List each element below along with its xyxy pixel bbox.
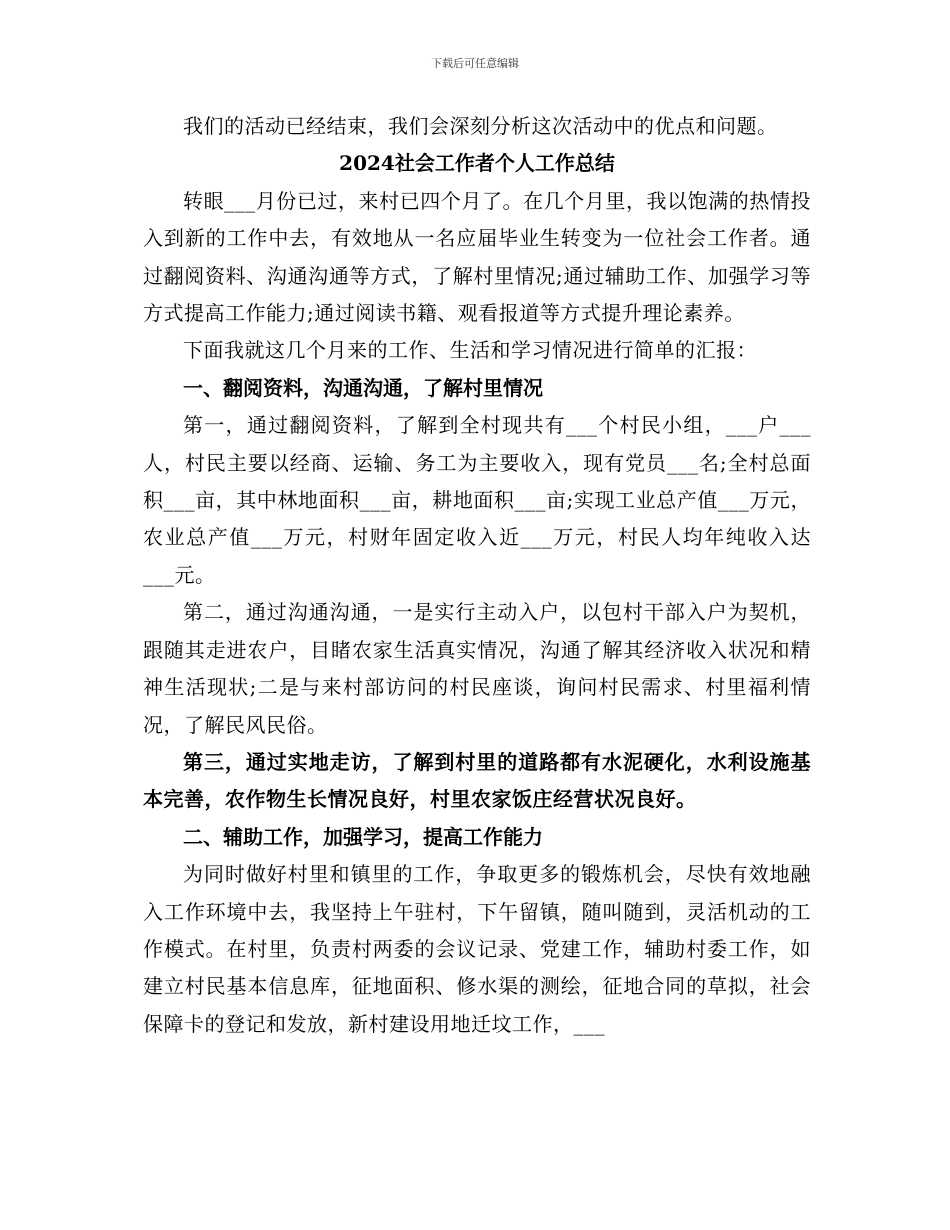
paragraph-first: 第一，通过翻阅资料，了解到全村现共有___个村民小组，___户___人，村民主要以经商、运输、务工为主要收入，现有党员___名;全村总面积___亩，其中林地面积___亩，耕地面积___亩;实现工业总产值___万元，农业总产值___万元，村财年固定收入近___万元，村民人均年纯收入达___元。 [143,413,811,587]
document-title: 2024社会工作者个人工作总结 [339,151,615,176]
section-heading-2: 二、辅助工作，加强学习，提高工作能力 [183,824,543,849]
paragraph-third: 第三，通过实地走访，了解到村里的道路都有水泥硬化，水利设施基本完善，农作物生长情况良好，村里农家饭庄经营状况良好。 [143,749,811,812]
document-body [143,108,811,1043]
page-header-note: 下载后可任意编辑 [431,57,519,70]
paragraph-opening: 转眼___月份已过，来村已四个月了。在几个月里，我以饱满的热情投入到新的工作中去，有效地从一名应届毕业生转变为一位社会工作者。通过翻阅资料、沟通沟通等方式，了解村里情况;通过辅助工作、加强学习等方式提高工作能力;通过阅读书籍、观看报道等方式提升理论素养。 [143,188,811,326]
paragraph-second: 第二，通过沟通沟通，一是实行主动入户，以包村干部入户为契机，跟随其走进农户，目睹农家生活真实情况，沟通了解其经济收入状况和精神生活现状;二是与来村部访问的村民座谈，询问村民需求、村里福利情况，了解民风民俗。 [143,600,811,737]
paragraph-work: 为同时做好村里和镇里的工作，争取更多的锻炼机会，尽快有效地融入工作环境中去，我坚持上午驻村，下午留镇，随叫随到，灵活机动的工作模式。在村里，负责村两委的会议记录、党建工作，辅助村委工作，如建立村民基本信息库，征地面积、修水渠的测绘，征地合同的草拟，社会保障卡的登记和发放，新村建设用地迁坟工作，___ [143,862,811,1036]
intro-paragraph: 我们的活动已经结束，我们会深刻分析这次活动中的优点和问题。 [183,114,778,138]
paragraph-report-intro: 下面我就这几个月来的工作、生活和学习情况进行简单的汇报： [183,338,757,363]
section-heading-1: 一、翻阅资料，沟通沟通，了解村里情况 [183,375,543,400]
